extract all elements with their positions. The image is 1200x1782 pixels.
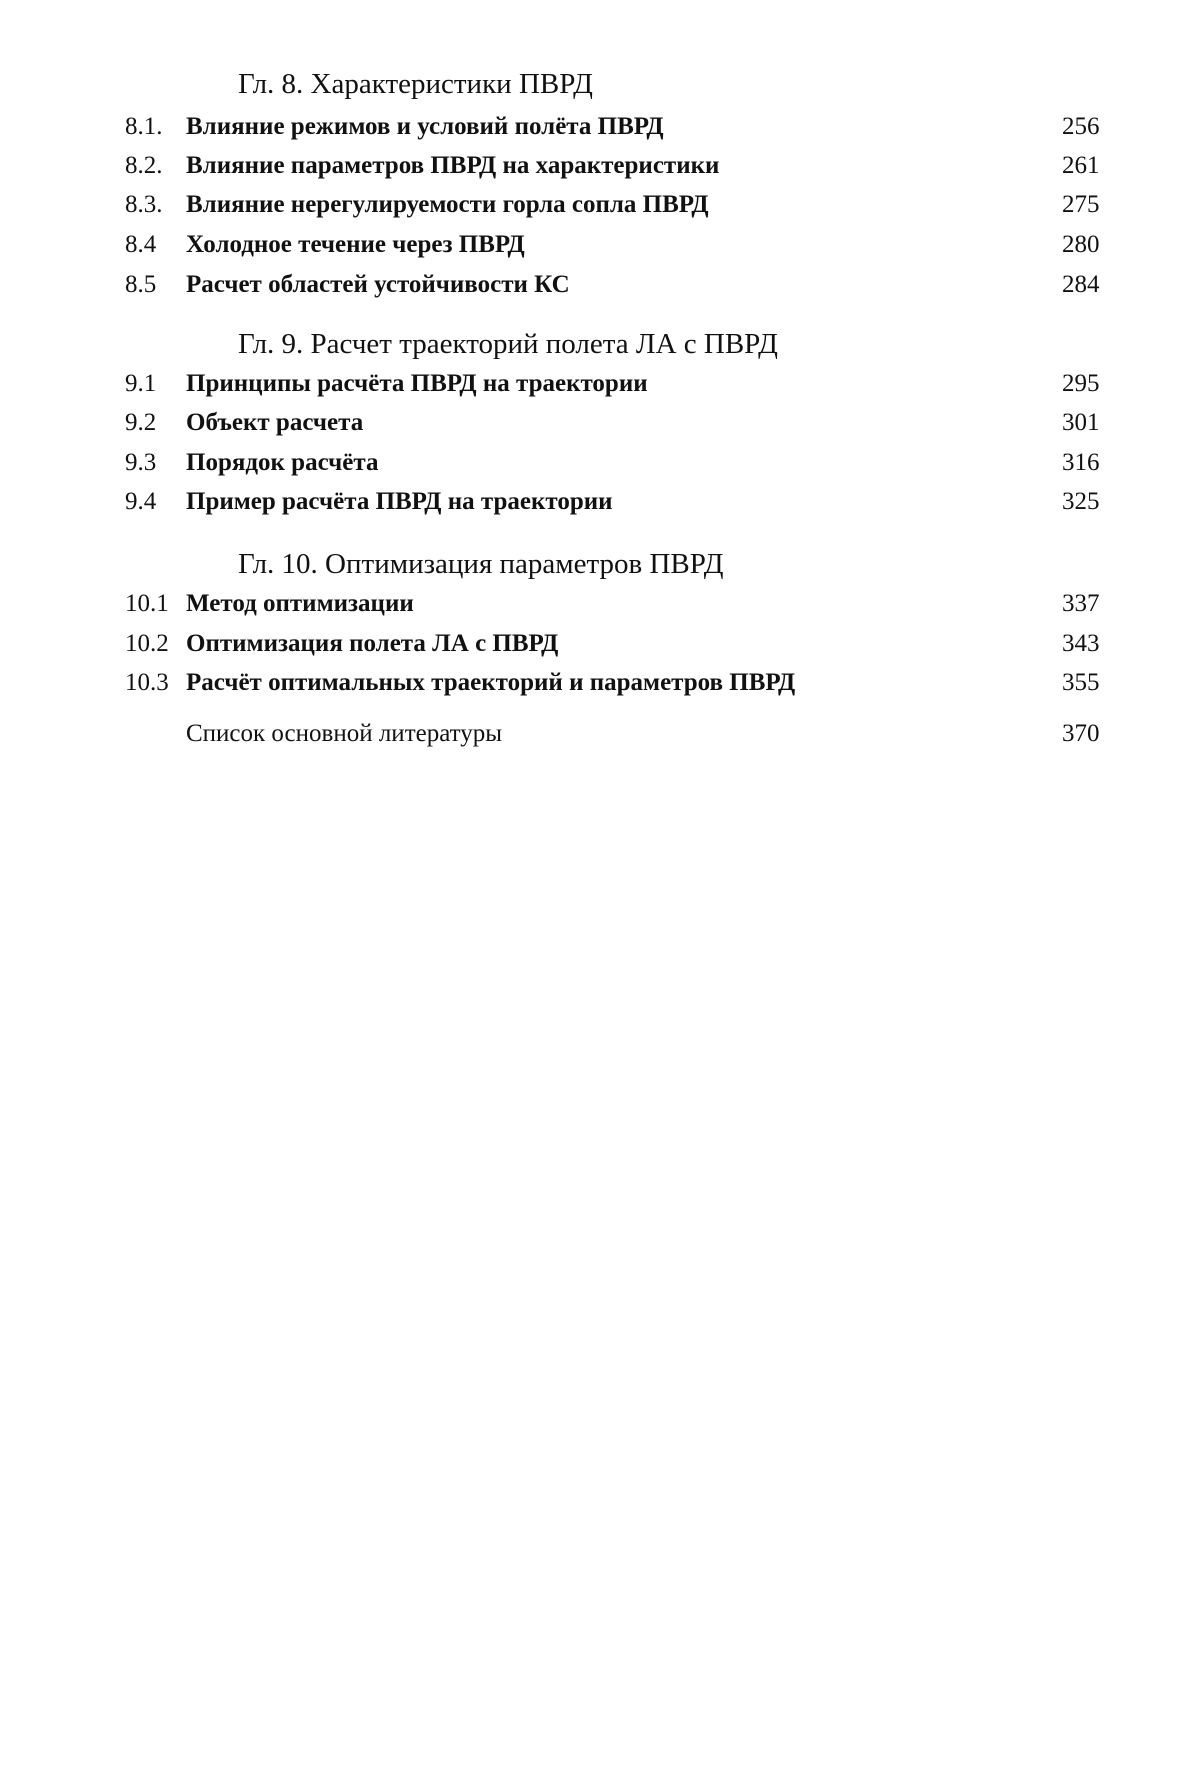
- toc-entry: [0, 587, 1200, 621]
- toc-entry: [0, 149, 1200, 183]
- entry-number: 10.1: [125, 590, 169, 617]
- entry-number: 9.3: [125, 449, 157, 476]
- entry-number: 9.1: [125, 370, 157, 397]
- entry-number: 8.3.: [125, 191, 163, 218]
- entry-number: 8.2.: [125, 152, 163, 179]
- entry-page: 261: [1062, 152, 1100, 179]
- entry-number: 8.1.: [125, 113, 163, 140]
- entry-page: 316: [1062, 449, 1100, 476]
- entry-title: Оптимизация полета ЛА с ПВРД: [186, 630, 559, 657]
- toc-entry: [0, 367, 1200, 401]
- entry-title: Принципы расчёта ПВРД на траектории: [186, 370, 648, 397]
- entry-page: 256: [1062, 113, 1100, 140]
- entry-title: Расчёт оптимальных траекторий и параметров ПВРД: [186, 669, 796, 696]
- chapter-title: Гл. 8. Характеристики ПВРД: [238, 68, 593, 100]
- entry-number: 8.5: [125, 271, 157, 298]
- chapter-title: Гл. 9. Расчет траекторий полета ЛА с ПВРД: [238, 328, 778, 360]
- entry-page: 284: [1062, 271, 1100, 298]
- entry-number: 8.4: [125, 231, 157, 258]
- toc-entry: [0, 188, 1200, 222]
- entry-number: 10.3: [125, 669, 169, 696]
- toc-entry: [0, 446, 1200, 480]
- toc-entry: [0, 228, 1200, 262]
- entry-title: Холодное течение через ПВРД: [186, 231, 525, 258]
- toc-entry: [0, 485, 1200, 519]
- entry-title: Список основной литературы: [186, 720, 503, 747]
- entry-page: 355: [1062, 669, 1100, 696]
- toc-entry: [0, 627, 1200, 661]
- toc-entry-bibliography: [0, 717, 1200, 751]
- entry-title: Пример расчёта ПВРД на траектории: [186, 488, 613, 515]
- entry-page: 337: [1062, 590, 1100, 617]
- toc-entry: [0, 268, 1200, 302]
- entry-number: 10.2: [125, 630, 169, 657]
- entry-page: 295: [1062, 370, 1100, 397]
- chapter-title: Гл. 10. Оптимизация параметров ПВРД: [238, 548, 724, 580]
- toc-entry: [0, 406, 1200, 440]
- entry-number: 9.4: [125, 488, 157, 515]
- toc-entry: [0, 110, 1200, 144]
- entry-title: Расчет областей устойчивости КС: [186, 271, 570, 298]
- entry-page: 275: [1062, 191, 1100, 218]
- toc-entry: [0, 666, 1200, 700]
- entry-title: Метод оптимизации: [186, 590, 414, 617]
- entry-page: 280: [1062, 231, 1100, 258]
- entry-page: 370: [1062, 720, 1100, 747]
- entry-title: Объект расчета: [186, 409, 364, 436]
- entry-title: Влияние параметров ПВРД на характеристики: [186, 152, 720, 179]
- entry-title: Порядок расчёта: [186, 449, 379, 476]
- entry-title: Влияние режимов и условий полёта ПВРД: [186, 113, 664, 140]
- entry-title: Влияние нерегулируемости горла сопла ПВРД: [186, 191, 709, 218]
- entry-page: 301: [1062, 409, 1100, 436]
- entry-page: 343: [1062, 630, 1100, 657]
- entry-page: 325: [1062, 488, 1100, 515]
- entry-number: 9.2: [125, 409, 157, 436]
